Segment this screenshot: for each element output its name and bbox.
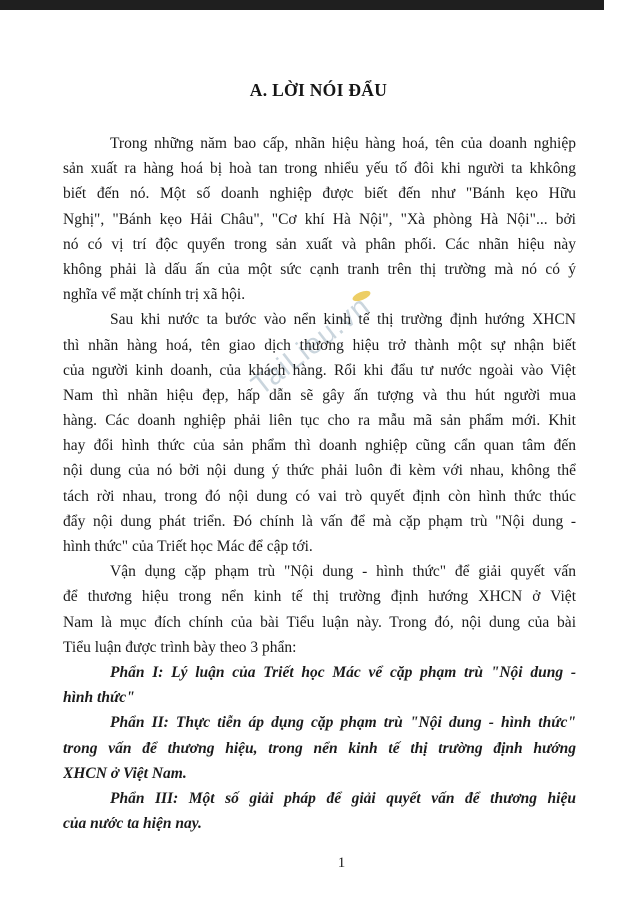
text-line: hay đổi hình thức của sản phẩm thì doanh nghiệp cũng cẩn quan tâm đến [63, 437, 576, 455]
text-line: nghĩa vể mặt chính trị xã hội. [63, 286, 246, 304]
page-title: A. LỜI NÓI ĐẨU [249, 80, 388, 100]
text-line: XHCN ở Việt Nam. [63, 764, 187, 782]
text-line: thì nhãn hàng hoá, tên giao dịch thương hiệu trở thành một sự nhận biết [63, 336, 576, 354]
text-line: không phải là dấu ấn của một sức cạnh tranh trên thị trường mà nó có ý [63, 260, 576, 278]
text-line: để thương hiệu trong nển kinh tế thị trường định hướng XHCN ở Việt [63, 588, 576, 606]
text-line: Nam là mục đích chính của bài Tiểu luận này. Trong đó, nội dung của bài [63, 613, 576, 631]
text-line: Phẩn II: Thực tiễn áp dụng cặp phạm trù "Nội dung - hình thức" [110, 714, 576, 732]
text-line: nội dung của nó bởi nội dung ý thức phải luôn đi kèm với nhau, không thể [63, 462, 576, 480]
watermark-text: TaiLieu.vn [245, 290, 377, 402]
text-line: Nghị", "Bánh kẹo Hải Châu", "Cơ khí Hà Nội", "Xà phòng Hà Nội"... bởi [63, 210, 576, 228]
text-line: đẩy nội dung phát triển. Đó chính là vấn để mà cặp phạm trù "Nội dung - [63, 512, 576, 530]
scan-top-bar [0, 0, 604, 10]
text-line: Vận dụng cặp phạm trù "Nội dung - hình thức" để giải quyết vấn [110, 563, 576, 581]
text-line: tách rời nhau, trong đó nội dung có vai trò quyết định còn hình thức thúc [63, 487, 576, 505]
text-line: hàng. Các doanh nghiệp phải liên tục cho ra mẫu mã sản phẩm mới. Khit [63, 412, 576, 430]
page-number: 1 [337, 855, 346, 871]
text-line: Phẩn I: Lý luận của Triết học Mác vể cặp phạm trù "Nội dung - [110, 663, 576, 681]
text-line: biết đến nó. Một số doanh nghiệp được biết đến như "Bánh kẹo Hữu [63, 185, 576, 203]
text-line: Trong những năm bao cấp, nhãn hiệu hàng hoá, tên của doanh nghiệp [110, 135, 576, 152]
document-body [63, 131, 576, 836]
text-line: Tiểu luận được trình bày theo 3 phẩn: [63, 638, 297, 656]
text-line: Nam thì nhãn hiệu đẹp, hấp dẫn sẽ gây ấn tượng và thu hút người mua [63, 386, 576, 404]
text-line: Phẩn III: Một số giải pháp để giải quyết vấn để thương hiệu [110, 789, 576, 807]
text-line: của người kinh doanh, của khách hàng. Rổi khi đẩu tư nước ngoài vào Việt [63, 361, 576, 379]
text-line: hình thức" [63, 689, 135, 707]
text-line: nó có vị trí độc quyển trong sản xuất và phân phối. Các nhãn hiệu này [63, 235, 576, 253]
text-line: Sau khi nước ta bước vào nển kinh tế thị trường định hướng XHCN [110, 311, 576, 329]
text-line: hình thức" của Triết học Mác để cập tới. [63, 538, 313, 555]
text-line: trong vấn để thương hiệu, trong nển kinh tế thị trường định hướng [63, 739, 576, 757]
text-line: sản xuất ra hàng hoá bị hoà tan trong nhiểu yếu tố đôi khi người ta khkông [63, 160, 576, 178]
text-line: của nước ta hiện nay. [63, 815, 202, 833]
